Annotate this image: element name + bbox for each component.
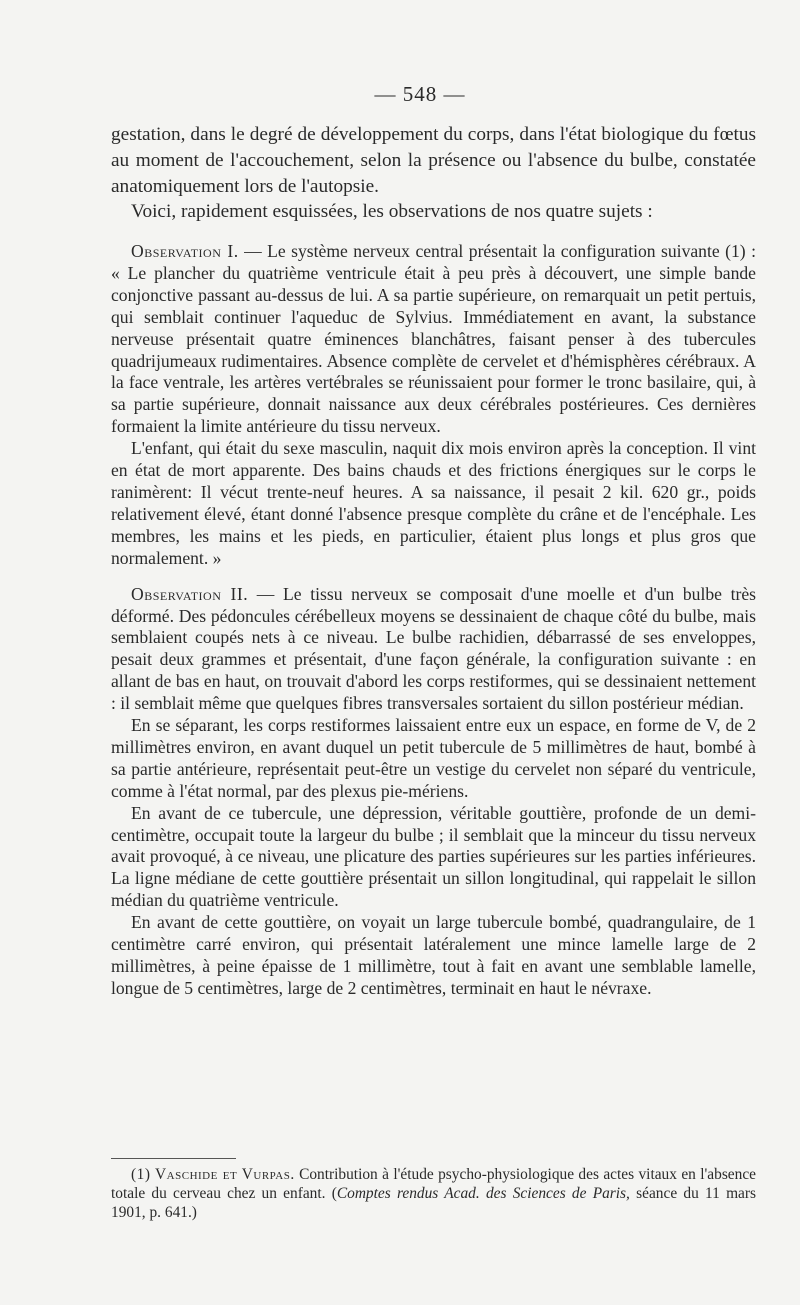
footnote-authors: (1) Vaschide et Vurpas. (131, 1166, 295, 1183)
observation-2-paragraph: En se séparant, les corps restiformes laissaient entre eux un espace, en forme de V, de 2 millimètres environ, en avant duquel un petit tubercule de 5 millimètres de haut, bombé à sa partie antérieure, représentait peut-être un vestige du cervelet non séparé du ventricule, comme à l'état normal, par des plexus pie-mériens. (111, 715, 756, 801)
footnote-citation: Comptes rendus Acad. des Sciences de Paris, (336, 1185, 630, 1203)
footnote-text: (1) Vaschide et Vurpas. Contribution à l'étude psycho-physiologique des actes vitaux en l'absence totale du cerveau chez un enfant. (Comptes rendus Acad. des Sciences de Paris, séance du 11 mars 1901, p. 641.) (111, 1166, 756, 1222)
observation-2-paragraph: En avant de cette gouttière, on voyait un large tubercule bombé, quadrangulaire, de 1 centimètre carré environ, qui présentait latéralement une mince lamelle large de 2 millimètres, à peine épaisse de 1 millimètre, tout à fait en avant une semblable lamelle, longue de 5 centimètres, large de 2 centimètres, terminait en haut le névraxe. (111, 912, 756, 998)
observation-1-label: Observation I. (131, 241, 239, 261)
observation-2-paragraph: En avant de ce tubercule, une dépression, véritable gouttière, profonde de un demi-centimètre, occupait toute la largeur du bulbe ; il semblait que la minceur du tissu nerveux avait provoqué, à ce niveau, une plicature des parties supérieures sur les parties inférieures. La ligne médiane de cette gouttière présentait un sillon longitudinal, qui rappelait le sillon médian du quatrième ventricule. (111, 802, 756, 911)
intro-text (111, 122, 756, 225)
intro-paragraph: gestation, dans le degré de développement du corps, dans l'état biologique du fœtus au moment de l'accouchement, selon la présence ou l'absence du bulbe, constatée anatomiquement lors de l'autopsie. (111, 124, 756, 197)
observations (111, 241, 756, 1000)
page-number: — 548 — (374, 82, 466, 106)
observation-2-label: Observation II. (131, 583, 249, 604)
intro-paragraph: Voici, rapidement esquissées, les observations de nos quatre sujets : (131, 201, 653, 223)
observation-1-paragraph: L'enfant, qui était du sexe masculin, naquit dix mois environ après la conception. Il vint en état de mort apparente. Des bains chauds et des frictions énergiques sur le corps le ranimèrent: Il vécut trente-neuf heures. A sa naissance, il pesait 2 kil. 620 gr., poids relativement élevé, étant donné l'absence presque complète du crâne et de l'encéphale. Les membres, les mains et les pieds, en particulier, étaient plus longs et plus gros que normalement. » (111, 438, 756, 568)
observation-2-paragraph: Observation II. — Le tissu nerveux se composait d'une moelle et d'un bulbe très déformé. Des pédoncules cérébelleux moyens se dessinaient de chaque côté du bulbe, mais semblaient coupés nets à ce niveau. Le bulbe rachidien, débarrassé de ses enveloppes, pesait deux grammes et présentait, d'une façon générale, la configuration suivante : en allant de bas en haut, on trouvait d'abord les corps restiformes, qui se dessinaient nettement : il semblait même que quelques fibres transversales sortaient du sillon postérieur médian. (111, 583, 756, 714)
footnote (111, 1165, 756, 1223)
observation-1-paragraph: Observation I. — Le système nerveux central présentait la configuration suivante (1) : « Le plancher du quatrième ventricule était à peu près à découvert, une simple bande conjonctive passant au-dessus de lui. A sa partie supérieure, on remarquait un petit pertuis, qui semblait continuer l'aqueduc de Sylvius. Immédiatement en avant, la substance nerveuse présentait quatre éminences blanchâtres, faisant penser à des tubercules quadrijumeaux rudimentaires. Absence complète de cervelet et d'hémisphères cérébraux. A la face ventrale, les artères vertébrales se réunissaient pour former le tronc basilaire, qui, à sa partie supérieure, donnait naissance aux deux cérébrales postérieures. Ces dernières formaient la limite antérieure du tissu nerveux. (111, 241, 757, 437)
footnote-divider (111, 1158, 236, 1159)
